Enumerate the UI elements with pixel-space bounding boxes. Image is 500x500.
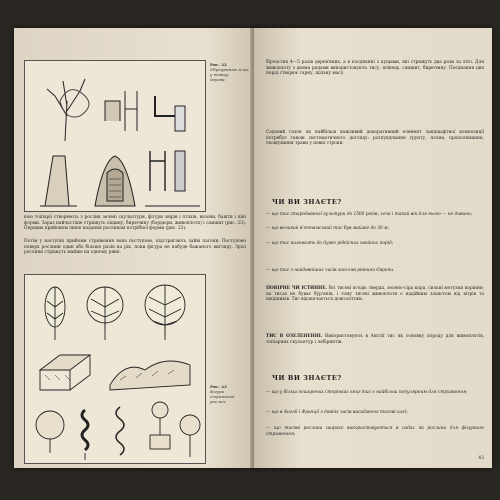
figure-23-caption-line: Фігури xyxy=(210,389,225,394)
figure-22 xyxy=(24,60,206,212)
figure-22-caption-line: у товщу xyxy=(210,72,229,77)
paragraph-lead: ПОВІРНЕ ЧИ ІСТИННЕ. xyxy=(266,286,327,291)
figure-22-caption xyxy=(210,62,250,82)
right-paragraph xyxy=(266,334,484,345)
book-spread xyxy=(14,28,492,468)
fact-item: — що у більш поширених сторінках книг тис є найбільш популярним для стриження; xyxy=(266,390,468,395)
paragraph-body: Всі тисові ягоди: тверда, зелено-сіра кора, сильні мотузки коріння; на тисах не буває бур'янів, і тому тисові живоплоти є надійним захистом від вітрів та шкідників. Тис відзначається довголіттям. xyxy=(266,286,484,303)
page-number: 43 xyxy=(478,456,484,461)
left-page xyxy=(14,28,252,468)
paragraph-body: Використовують в Англії тис як основну породу для живоплотів, топіарних скульптур і лабіринтів. xyxy=(266,334,485,345)
fact-item: — що в Англії і Франції з давніх часів висаджено тисові алеї; xyxy=(266,410,408,415)
left-paragraph: Потім у наступні прийоми стриження вона поступово, підстригають зайві пагони. Поступово поверх рослини один або більше разів на рік, поки фігура не набуде бажаного вигляду. Зрілі рослини стрижуть майже на одному рівні. xyxy=(24,239,246,256)
fact-item: — що тис з найдавніших часів заселяв рівнини Європи. xyxy=(266,268,395,273)
fact-item: — що тис стародавньої культури до 1500 років, хоча і такий вік для нього — не дивина; xyxy=(266,212,473,217)
fact-item: — що великий в'єтнамський тис був майже до 30 м; xyxy=(266,226,390,231)
right-paragraph: Садовий газон як найбільш важливий декоративний елемент ландшафтної композиції потребує також систематичного догляду: розпушування ґрунту, полив, прополювання, скошування трави у певні строки. xyxy=(266,130,484,147)
figure-22-caption-line: Обрізування гілок xyxy=(210,67,249,72)
fact-item: — що тисові рослини широко використовуються в садах як рослини для фігурного стриження. xyxy=(266,426,484,437)
paragraph-lead: ТИС В ОЗЕЛЕНЕННІ. xyxy=(266,334,323,339)
figure-23-caption-line: стриженої xyxy=(210,394,235,399)
figure-23-caption-line: рослин: xyxy=(210,399,227,404)
figure-23 xyxy=(24,274,206,464)
figure-22-title: Рис. 22 xyxy=(210,62,227,67)
left-paragraph: кою топіарії створюють з рослин зелені скульптури, фігури звірів і птахів, вазони, башти і ціні форми. Зараз найчастіше стрижуть ліщину, бирючину (бордюри, живоплоти) і самшит (рис. 23). Першим прийомом лише надання рослинам потрібної форми (рис. 23). xyxy=(24,215,246,232)
right-page xyxy=(254,28,492,468)
right-paragraph xyxy=(266,286,484,303)
figure-22-caption-line: дерева: xyxy=(210,77,226,82)
section-heading: ЧИ ВИ ЗНАЄТЕ? xyxy=(272,198,342,206)
right-paragraph: бірчастих 4—5 разів дерев'яних, а в поєднанні з кущами, які стрижуть два рази за літо. Для живоплоту з двома рядами використовують тису, ялівець, самшит, бирючину. Поєднання цих порід створює гарну, щільну масу. xyxy=(266,60,484,77)
figure-23-title: Рис. 23 xyxy=(210,384,227,389)
fact-item: — що тис належить до дуже рідкісних хвойних порід; xyxy=(266,241,394,246)
figure-23-caption xyxy=(210,384,250,404)
section-heading: ЧИ ВИ ЗНАЄТЕ? xyxy=(272,374,342,382)
